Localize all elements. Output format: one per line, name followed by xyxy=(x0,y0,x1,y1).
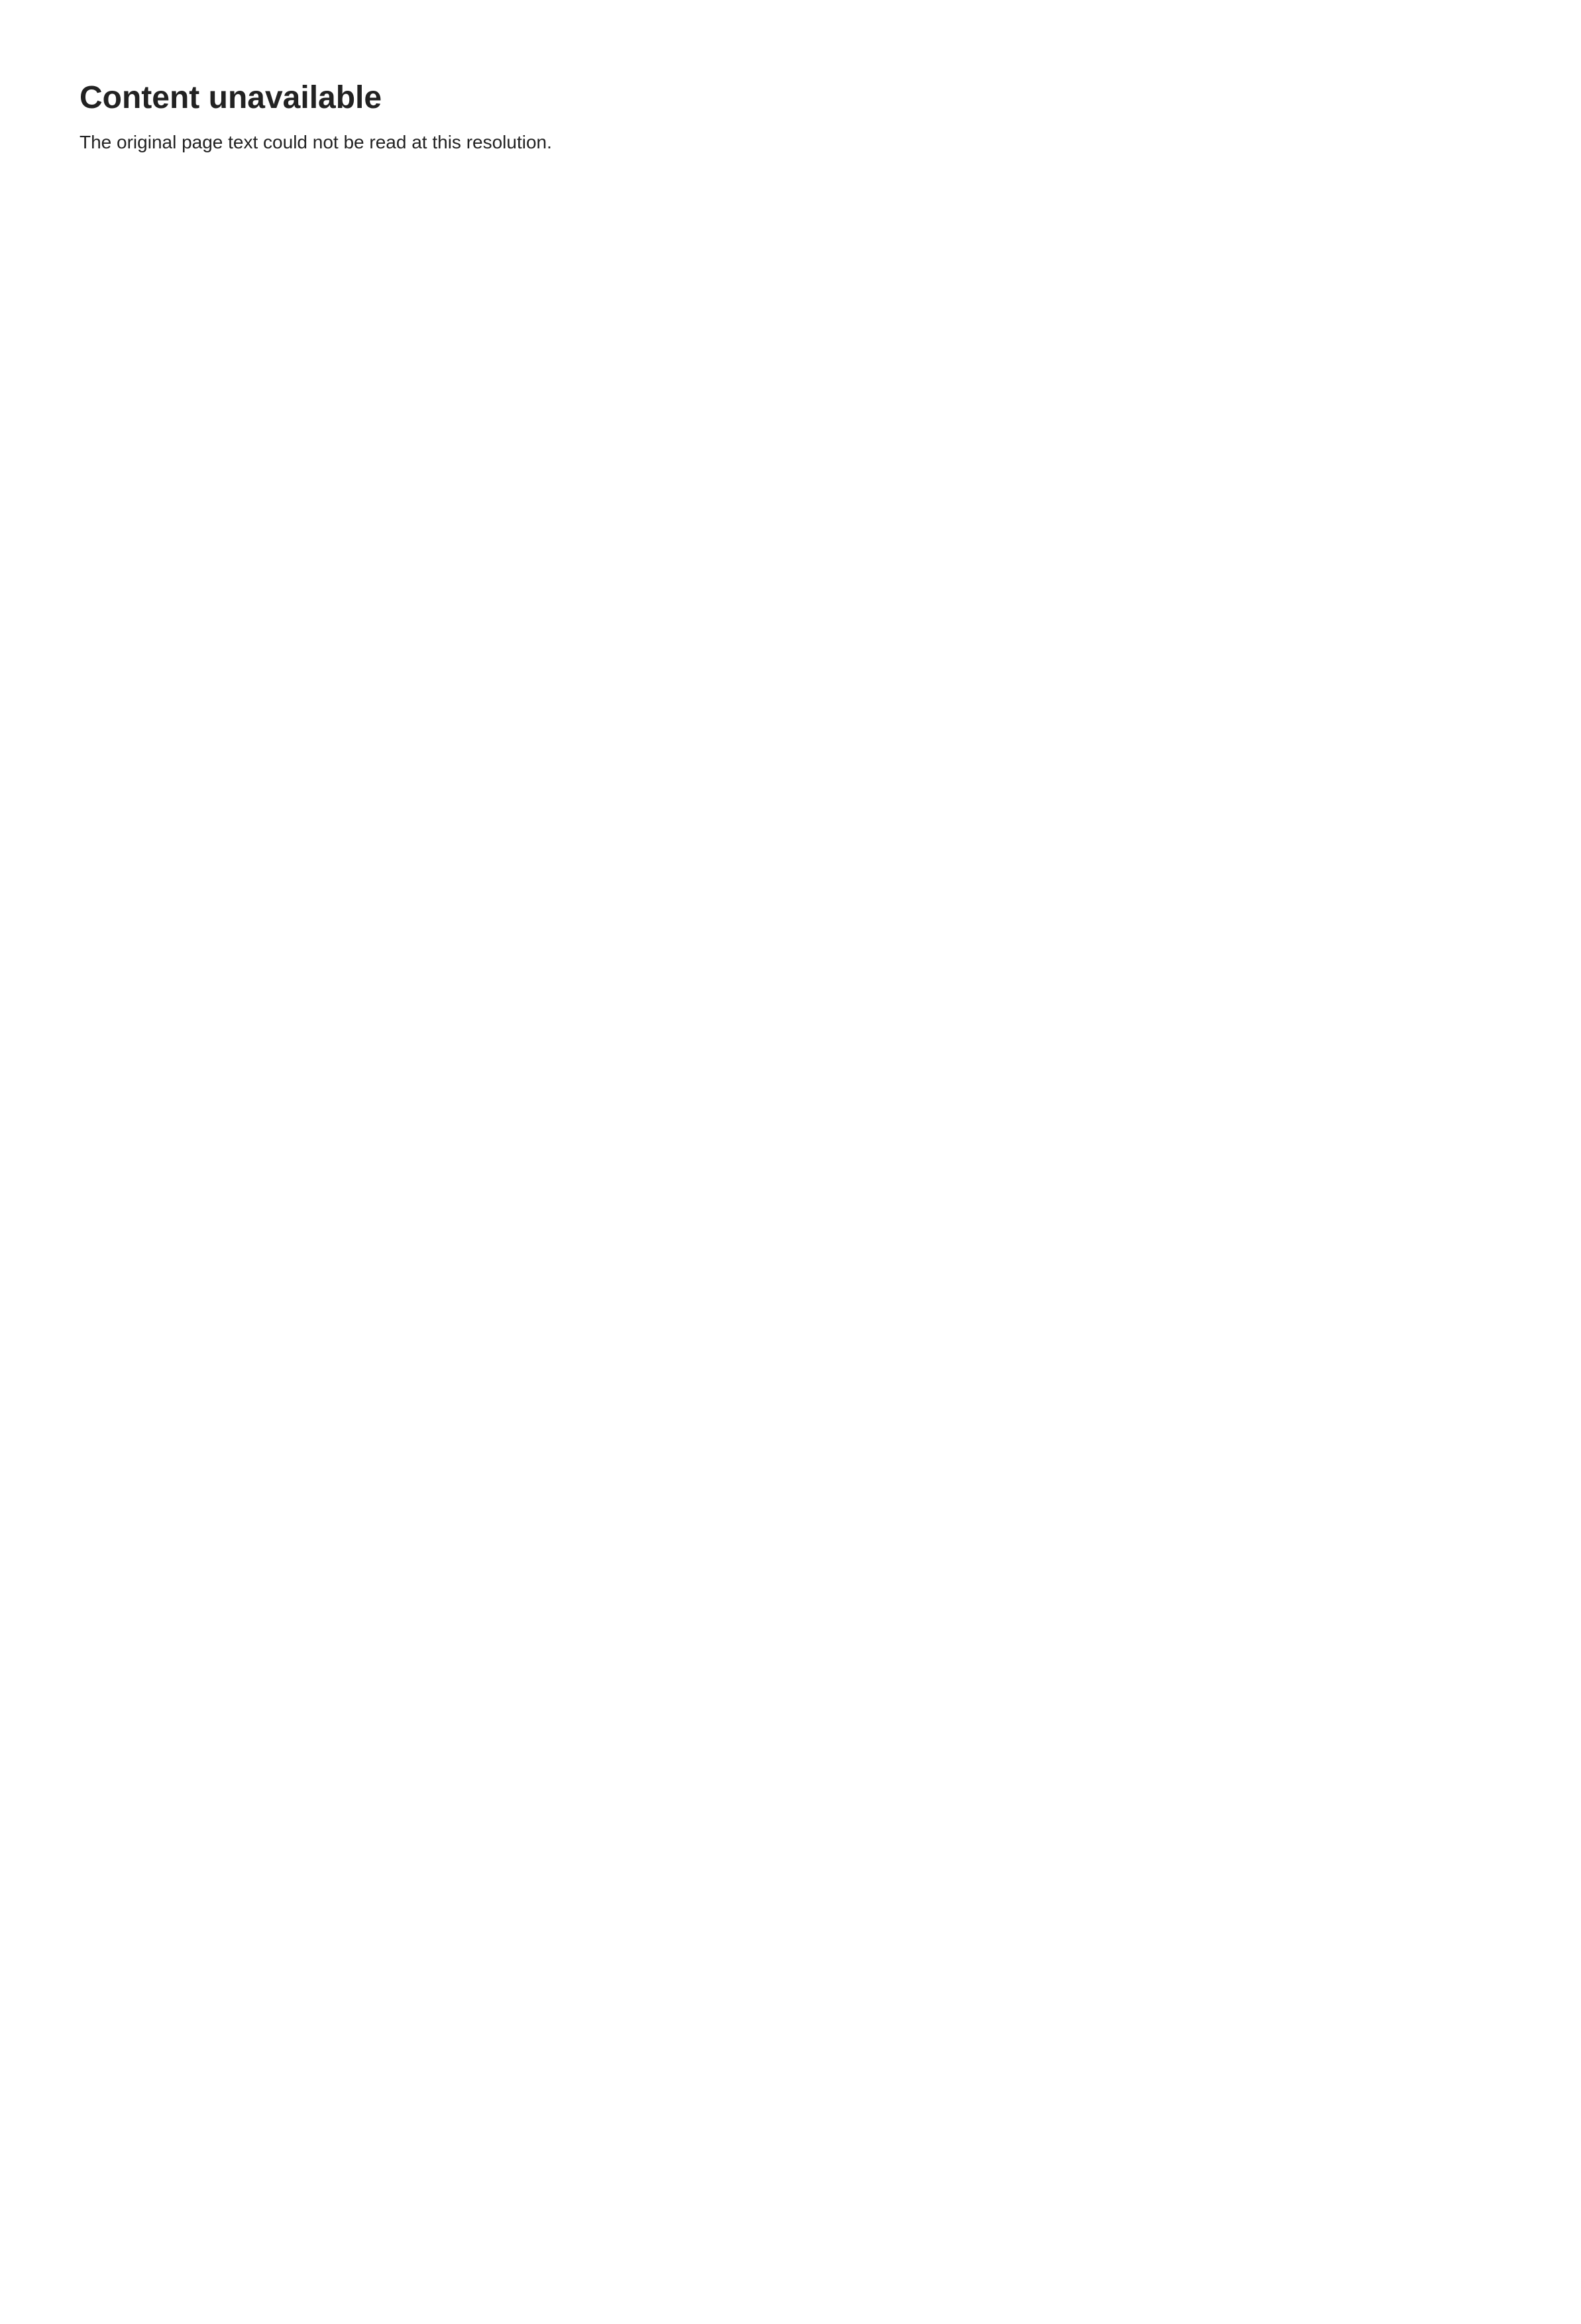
placeholder-title: Content unavailable xyxy=(80,80,382,115)
placeholder xyxy=(0,0,1581,233)
placeholder-message: The original page text could not be read at this resolution. xyxy=(80,132,552,152)
